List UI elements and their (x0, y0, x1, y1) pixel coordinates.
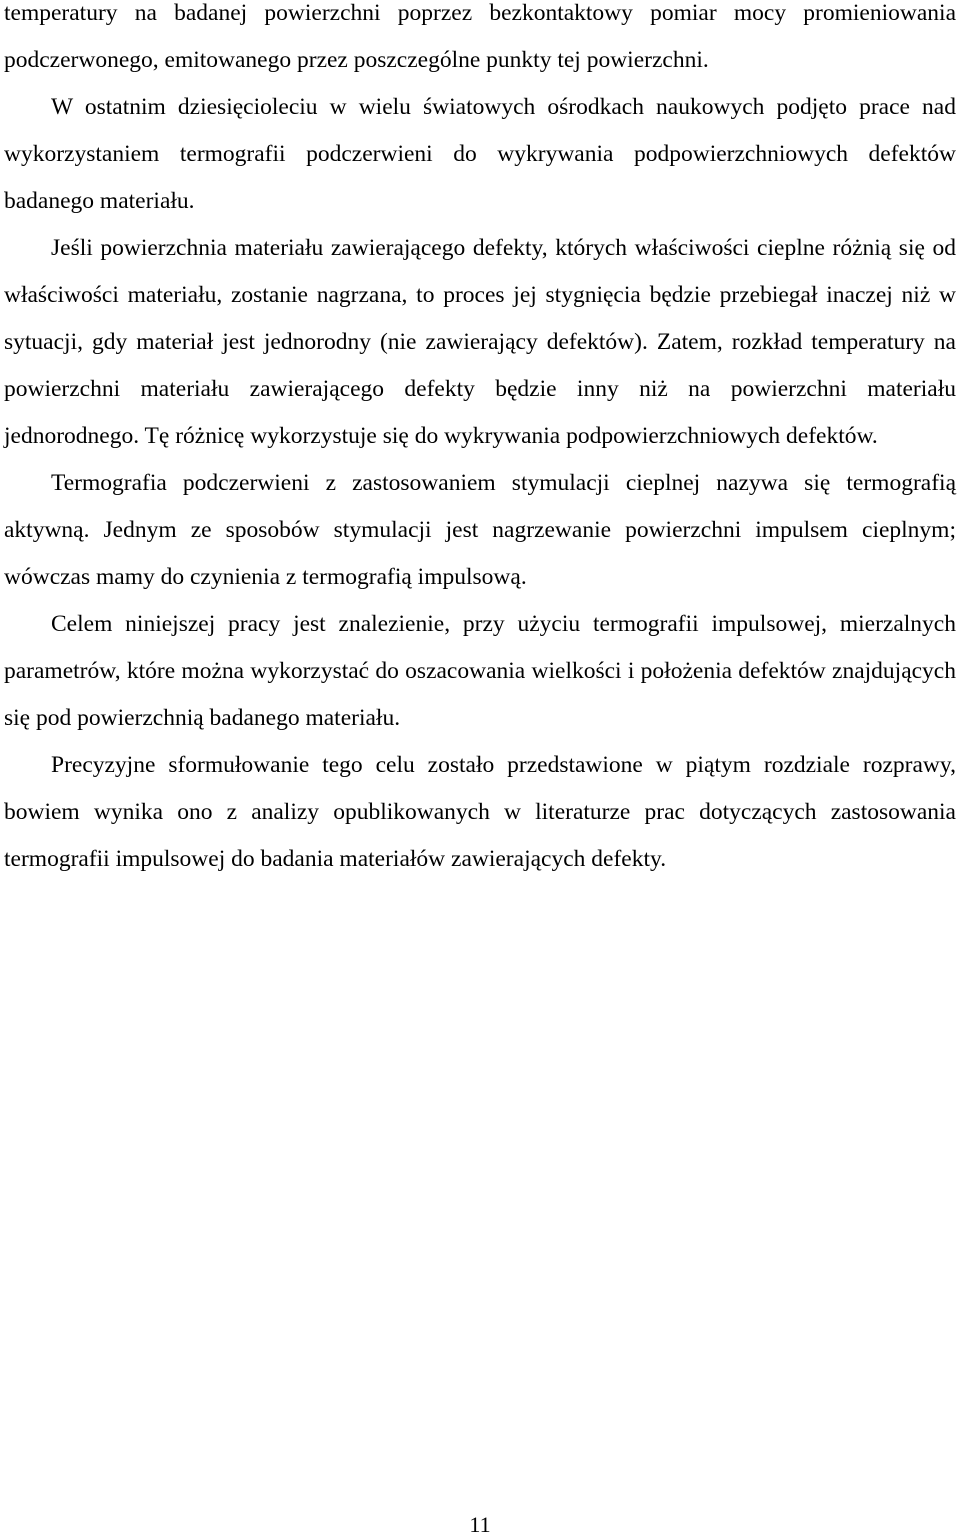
paragraph-thermography-research: W ostatnim dziesięcioleciu w wielu światowych ośrodkach naukowych podjęto prace nad wykorzystaniem termografii podczerwieni do wykrywania podpowierzchniowych defektów badanego materiału. (4, 94, 956, 214)
paragraph-thesis-goal: Celem niniejszej pracy jest znalezienie, przy użyciu termografii impulsowej, mierzalnych parametrów, które można wykorzystać do oszacowania wielkości i położenia defektów znajdujących się pod powierzchnią badanego materiału. (4, 611, 956, 731)
paragraph-active-thermography: Termografia podczerwieni z zastosowaniem stymulacji cieplnej nazywa się termografią aktywną. Jednym ze sposobów stymulacji jest nagrzewanie powierzchni impulsem cieplnym; wówczas mamy do czynienia z termografią impulsową. (4, 470, 956, 590)
paragraph-defect-cooling: Jeśli powierzchnia materiału zawierającego defekty, których właściwości cieplne różnią się od właściwości materiału, zostanie nagrzana, to proces jej stygnięcia będzie przebiegał inaczej niż w sytuacji, gdy materiał jest jednorodny (nie zawierający defektów). Zatem, rozkład temperatury na powierzchni materiału zawierającego defekty będzie inny niż na powierzchni materiału jednorodnego. Tę różnicę wykorzystuje się do wykrywania podpowierzchniowych defektów. (4, 235, 956, 449)
paragraph-continuation: temperatury na badanej powierzchni poprzez bezkontaktowy pomiar mocy promieniowania podczerwonego, emitowanego przez poszczególne punkty tej powierzchni. (4, 0, 956, 73)
paragraph-goal-formulation: Precyzyjne sformułowanie tego celu zostało przedstawione w piątym rozdziale rozprawy, bowiem wynika ono z analizy opublikowanych w literaturze prac dotyczących zastosowania termografii impulsowej do badania materiałów zawierających defekty. (4, 752, 956, 872)
page-number: 11 (469, 1512, 491, 1537)
document-page (4, 0, 956, 883)
